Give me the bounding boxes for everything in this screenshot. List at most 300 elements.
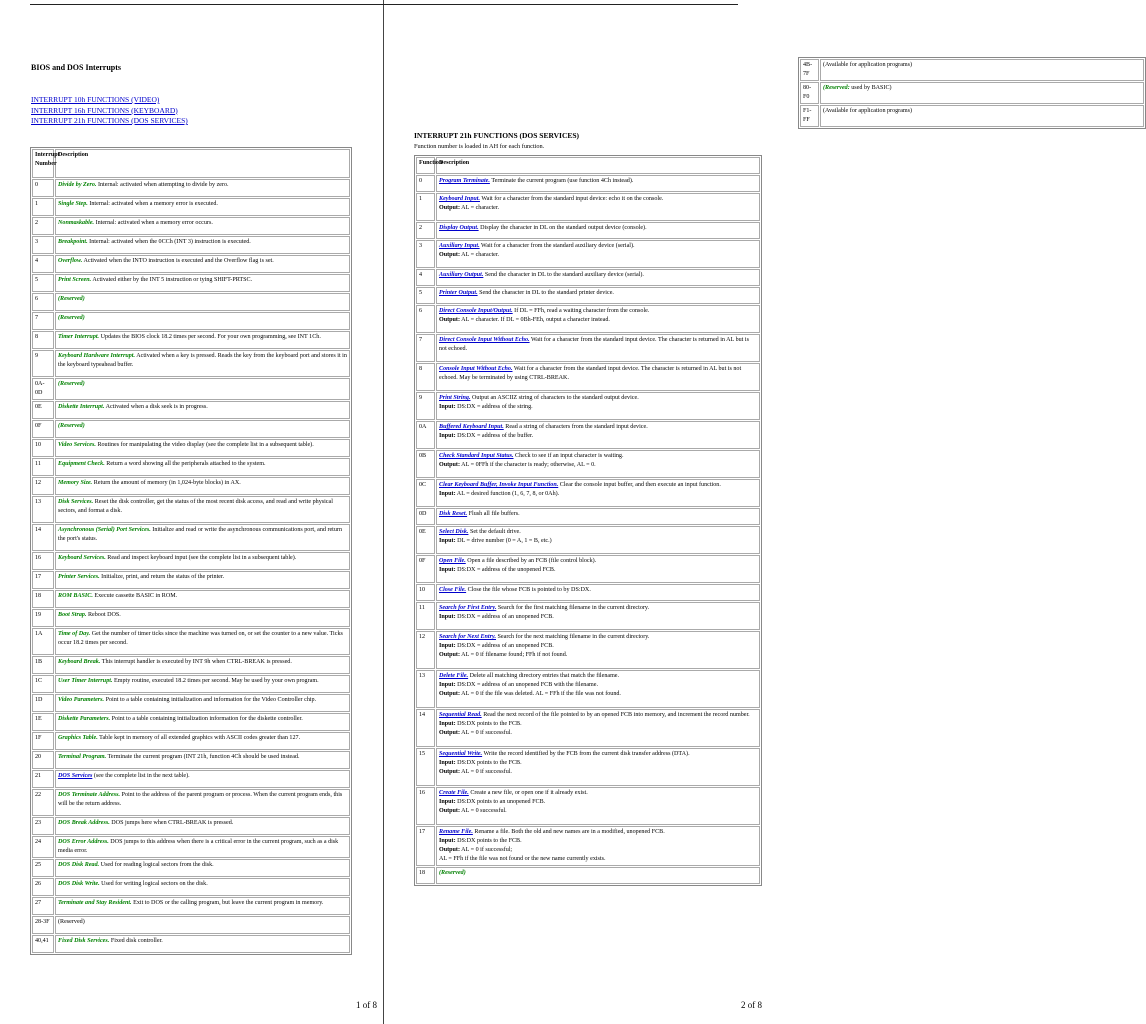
table-row	[416, 555, 760, 583]
function-description	[436, 421, 760, 449]
interrupt-name: Graphics Table.	[58, 735, 98, 741]
table-row	[416, 287, 760, 304]
interrupt-name: Nonmaskable.	[58, 220, 95, 226]
table-row	[32, 878, 350, 896]
interrupt-number: 22	[32, 789, 54, 816]
table-row	[32, 656, 350, 674]
interrupt-desc-text: Table kept in memory of all extended graphics with ASCII codes greater than 127.	[97, 735, 301, 741]
io-value: AL = FFh if the file was not found or the new name currently exists.	[439, 856, 606, 862]
table-row	[32, 350, 350, 377]
table-row	[32, 817, 350, 835]
interrupt-number: 1	[32, 198, 54, 216]
interrupt-name: Overflow.	[58, 258, 83, 264]
interrupt-number: 2	[32, 217, 54, 235]
interrupt-description	[55, 694, 350, 712]
interrupt-name: Divide by Zero.	[58, 182, 97, 188]
range-name: (Reserved:	[823, 85, 850, 91]
page-1	[0, 0, 384, 1024]
table-row	[32, 496, 350, 523]
interrupt-name: Time of Day.	[58, 631, 91, 637]
interrupt-name: Video Parameters.	[58, 697, 105, 703]
function-name[interactable]: Print String.	[439, 395, 471, 401]
interrupt-name: Printer Services.	[58, 574, 100, 580]
function-name[interactable]: Select Disk.	[439, 529, 469, 535]
interrupt-desc-text: This interrupt handler is executed by INT 9h when CTRL-BREAK is pressed.	[100, 659, 292, 665]
interrupt-number: 21	[32, 770, 54, 788]
function-number: 0	[416, 175, 435, 192]
function-number: 0F	[416, 555, 435, 583]
interrupt-description	[55, 236, 350, 254]
function-desc-text: Check to see if an input character is waiting.	[513, 453, 624, 459]
function-desc-text: Wait for a character from the standard input device. The character is returned in AL but is not echoed. May be terminated by using CTRL-BREAK.	[439, 366, 742, 381]
function-name[interactable]: Direct Console Input/Output.	[439, 308, 513, 314]
interrupt-description	[55, 817, 350, 835]
function-name[interactable]: Delete File.	[439, 673, 469, 679]
function-name[interactable]: Program Terminate.	[439, 178, 490, 184]
header-function: Function	[416, 157, 435, 174]
interrupt-name: DOS Disk Write.	[58, 881, 100, 887]
function-desc-text: Close the file whose FCB is pointed to by DS:DX.	[466, 587, 591, 593]
interrupt-description	[55, 496, 350, 523]
interrupt-description	[55, 350, 350, 377]
io-value: DL = drive number (0 = A, 1 = B, etc.)	[455, 538, 552, 544]
interrupt-name: Diskette Interrupt.	[58, 404, 105, 410]
interrupt-name[interactable]: DOS Services	[58, 773, 93, 779]
function-name[interactable]: Auxiliary Output.	[439, 272, 484, 278]
table-row	[32, 694, 350, 712]
io-label: Input:	[439, 433, 456, 439]
interrupt-desc-text: Activated when the INTO instruction is executed and the Overflow flag is set.	[82, 258, 274, 264]
function-desc-text: Read a string of characters from the standard input device.	[503, 424, 648, 430]
table-row	[32, 713, 350, 731]
table-row	[32, 217, 350, 235]
interrupt-name: DOS Break Address.	[58, 820, 110, 826]
function-name[interactable]: Sequential Write.	[439, 751, 483, 757]
table-row	[416, 240, 760, 268]
table-row	[32, 897, 350, 915]
table-row	[416, 421, 760, 449]
interrupt-desc-text: Get the number of timer ticks since the machine was turned on, or set the counter to a new value. Ticks occur 18.2 times per second.	[58, 631, 343, 646]
interrupt-desc-text: Reboot DOS.	[86, 612, 121, 618]
section-subtitle: Function number is loaded in AH for each function.	[414, 143, 545, 150]
interrupt-description	[55, 255, 350, 273]
io-label: Output:	[439, 769, 460, 775]
function-number: 0C	[416, 479, 435, 507]
table-row	[416, 508, 760, 525]
range-desc-text: used by BASIC)	[849, 85, 892, 91]
interrupt-description	[55, 312, 350, 330]
application-range-table	[798, 57, 1146, 129]
interrupt-number: 25	[32, 859, 54, 877]
interrupt-desc-text: Return a word showing all the peripherals attached to the system.	[104, 461, 266, 467]
interrupt-number: 1E	[32, 713, 54, 731]
interrupt-description	[55, 378, 350, 400]
function-number: 1	[416, 193, 435, 221]
link-int10h[interactable]: INTERRUPT 10h FUNCTIONS (VIDEO)	[31, 95, 160, 104]
function-desc-text: Display the character in DL on the standard output device (console).	[478, 225, 647, 231]
interrupt-description	[55, 789, 350, 816]
function-name[interactable]: Search for First Entry.	[439, 605, 497, 611]
function-description	[436, 450, 760, 478]
io-label: Input:	[439, 538, 456, 544]
table-row	[32, 916, 350, 934]
function-description	[436, 175, 760, 192]
interrupt-description	[55, 571, 350, 589]
function-number: 9	[416, 392, 435, 420]
range-number: 80-F0	[800, 82, 819, 104]
function-name[interactable]: Sequential Read.	[439, 712, 482, 718]
io-value: DS:DX points to the FCB.	[455, 760, 522, 766]
interrupt-desc-text: Internal: activated when a memory error is executed.	[87, 201, 218, 207]
interrupt-number: 16	[32, 552, 54, 570]
function-description	[436, 602, 760, 630]
function-desc-text: Wait for a character from the standard input device. The character is returned in AL but is not echoed.	[439, 337, 749, 352]
io-label: Input:	[439, 614, 456, 620]
interrupt-desc-text: Point to a table containing initialization information for the diskette controller.	[110, 716, 303, 722]
function-name[interactable]: Buffered Keyboard Input.	[439, 424, 504, 430]
range-description	[820, 59, 1144, 81]
interrupt-number: 9	[32, 350, 54, 377]
function-desc-text: Write the record identified by the FCB from the current disk transfer address (DTA).	[482, 751, 690, 757]
interrupt-number: 17	[32, 571, 54, 589]
interrupt-name: Keyboard Break.	[58, 659, 101, 665]
interrupt-name: ROM BASIC.	[58, 593, 93, 599]
function-number: 18	[416, 867, 435, 884]
table-row	[32, 590, 350, 608]
io-label: Output:	[439, 847, 460, 853]
io-label: Output:	[439, 808, 460, 814]
range-desc-text: (Available for application programs)	[823, 62, 913, 68]
function-description	[436, 193, 760, 221]
interrupt-number: 8	[32, 331, 54, 349]
interrupt-description	[55, 420, 350, 438]
interrupt-desc-text: Execute cassette BASIC in ROM.	[92, 593, 178, 599]
interrupt-desc-text: Point to the address of the parent program or process. When the current program ends, this will be the return address.	[58, 792, 343, 807]
function-description	[436, 748, 760, 786]
function-name[interactable]: Keyboard Input.	[439, 196, 480, 202]
interrupt-name: Asynchronous (Serial) Port Services.	[58, 527, 151, 533]
function-desc-text: Wait for a character from the standard input device: echo it on the console.	[479, 196, 664, 202]
io-label: Input:	[439, 760, 456, 766]
interrupt-name: Print Screen.	[58, 277, 92, 283]
interrupt-description	[55, 732, 350, 750]
table-row	[32, 401, 350, 419]
function-name[interactable]: Display Output.	[439, 225, 479, 231]
table-row	[416, 193, 760, 221]
interrupt-desc-text: Empty routine, executed 18.2 times per second. May be used by your own program.	[112, 678, 319, 684]
function-desc-text: Send the character in DL to the standard auxiliary device (serial).	[483, 272, 644, 278]
interrupt-desc-text: Return the amount of memory (in 1,024-byte blocks) in AX.	[92, 480, 241, 486]
io-label: Input:	[439, 643, 456, 649]
interrupt-description	[55, 331, 350, 349]
interrupt-description	[55, 609, 350, 627]
interrupt-description	[55, 916, 350, 934]
table-row	[416, 787, 760, 825]
interrupt-description	[55, 439, 350, 457]
function-desc-text: Create a new file, or open one if it already exist.	[468, 790, 588, 796]
function-description	[436, 222, 760, 239]
io-label: Output:	[439, 730, 460, 736]
interrupt-description	[55, 675, 350, 693]
interrupt-name: Keyboard Services.	[58, 555, 106, 561]
table-row	[32, 255, 350, 273]
table-row	[32, 628, 350, 655]
interrupt-desc-text: Read and inspect keyboard input (see the complete list in a subsequent table).	[105, 555, 297, 561]
page-number: 2 of 8	[741, 1000, 762, 1010]
table-row	[416, 709, 760, 747]
table-row	[32, 331, 350, 349]
io-value: AL = desired function (1, 6, 7, 8, or 0Ah).	[455, 491, 560, 497]
io-label: Output:	[439, 252, 460, 258]
interrupt-number: 3	[32, 236, 54, 254]
table-row	[416, 631, 760, 669]
table-row	[32, 236, 350, 254]
interrupt-number: 12	[32, 477, 54, 495]
interrupt-name: Boot Strap.	[58, 612, 87, 618]
interrupt-desc-text: Used for reading logical sectors from the disk.	[99, 862, 214, 868]
io-value: AL = character.	[460, 252, 500, 258]
interrupt-name: Video Services.	[58, 442, 96, 448]
interrupt-desc-text: (see the complete list in the next table).	[92, 773, 190, 779]
io-value: AL = 0 if successful;	[460, 847, 513, 853]
interrupt-description	[55, 713, 350, 731]
io-value: DS:DX = address of an unopened FCB.	[455, 643, 554, 649]
interrupt-description	[55, 401, 350, 419]
interrupt-description	[55, 458, 350, 476]
interrupt-desc-text: DOS jumps here when CTRL-BREAK is pressed.	[109, 820, 234, 826]
function-name[interactable]: Direct Console Input Without Echo.	[439, 337, 530, 343]
interrupt-desc-text: Internal: activated when attempting to divide by zero.	[96, 182, 229, 188]
function-description	[436, 334, 760, 362]
interrupt-name: Fixed Disk Services.	[58, 938, 110, 944]
function-description	[436, 363, 760, 391]
interrupt-desc-text: Updates the BIOS clock 18.2 times per second. For your own programming, see INT 1Ch.	[99, 334, 321, 340]
io-value: AL = 0 if successful.	[460, 730, 512, 736]
interrupt-desc-text: Activated either by the INT 5 instruction or tying SHIFT-PRTSC.	[91, 277, 253, 283]
table-row	[32, 439, 350, 457]
page-number: 1 of 8	[356, 1000, 377, 1010]
interrupt-desc-text: Internal: activated when the 0CCh (INT 3) instruction is executed.	[87, 239, 251, 245]
interrupt-name: (Reserved)	[58, 315, 85, 321]
interrupt-name: Memory Size.	[58, 480, 93, 486]
function-number: 0E	[416, 526, 435, 554]
io-label: Input:	[439, 682, 456, 688]
range-number: F1-FF	[800, 105, 819, 127]
table-row	[416, 392, 760, 420]
function-description	[436, 787, 760, 825]
function-desc-text: Read the next record of the file pointed to by an opened FCB into memory, and increment the record number.	[481, 712, 750, 718]
interrupt-number: 23	[32, 817, 54, 835]
io-value: DS:DX = address of the string.	[455, 404, 533, 410]
page-top-rule	[30, 4, 384, 5]
function-description	[436, 526, 760, 554]
interrupt-name: Breakpoint.	[58, 239, 88, 245]
table-row	[32, 524, 350, 551]
function-name[interactable]: Disk Reset.	[439, 511, 468, 517]
io-label: Input:	[439, 838, 456, 844]
function-description	[436, 709, 760, 747]
function-number: 0B	[416, 450, 435, 478]
function-name[interactable]: Create File.	[439, 790, 469, 796]
io-label: Output:	[439, 205, 460, 211]
interrupt-description	[55, 751, 350, 769]
function-description	[436, 555, 760, 583]
interrupt-number: 1C	[32, 675, 54, 693]
interrupt-desc-text: (Reserved)	[58, 919, 85, 925]
document-title: BIOS and DOS Interrupts	[31, 63, 122, 72]
function-desc-text: Send the character in DL to the standard printer device.	[477, 290, 614, 296]
table-row	[32, 198, 350, 216]
io-value: AL = 0 if filename found; FFh if not found.	[460, 652, 568, 658]
function-number: 5	[416, 287, 435, 304]
interrupt-number: 0	[32, 179, 54, 197]
function-name[interactable]: Printer Output.	[439, 290, 478, 296]
io-label: Input:	[439, 404, 456, 410]
io-value: DS:DX points to the FCB.	[455, 838, 522, 844]
function-number: 3	[416, 240, 435, 268]
io-label: Output:	[439, 317, 460, 323]
interrupt-description	[55, 552, 350, 570]
function-desc-text: If DL = FFh, read a waiting character from the console.	[512, 308, 650, 314]
interrupt-number: 0A-0D	[32, 378, 54, 400]
section-links	[31, 95, 188, 127]
interrupt-number: 18	[32, 590, 54, 608]
table-row	[416, 363, 760, 391]
table-row	[416, 867, 760, 884]
function-name[interactable]: Open File.	[439, 558, 466, 564]
io-value: DS:DX = address of an unopened FCB.	[455, 614, 554, 620]
io-value: AL = character. If DL = 0Bh-FEh, output a character instead.	[460, 317, 610, 323]
table-row	[32, 836, 350, 858]
interrupt-description	[55, 293, 350, 311]
io-value: DS:DX points to an unopened FCB.	[455, 799, 546, 805]
interrupt-desc-text: DOS jumps to this address when there is a critical error in the current program, such as a disk media error.	[58, 839, 339, 854]
io-label: Input:	[439, 799, 456, 805]
interrupt-number: 19	[32, 609, 54, 627]
function-number: 16	[416, 787, 435, 825]
io-label: Output:	[439, 652, 460, 658]
table-row	[32, 378, 350, 400]
table-row	[32, 420, 350, 438]
function-number: 15	[416, 748, 435, 786]
function-number: 11	[416, 602, 435, 630]
function-number: 0A	[416, 421, 435, 449]
table-row	[416, 269, 760, 286]
io-value: AL = character.	[460, 205, 500, 211]
io-label: Output:	[439, 462, 460, 468]
function-name[interactable]: Console Input Without Echo.	[439, 366, 513, 372]
function-number: 12	[416, 631, 435, 669]
table-row	[416, 584, 760, 601]
link-int16h[interactable]: INTERRUPT 16h FUNCTIONS (KEYBOARD)	[31, 105, 178, 115]
io-value: DS:DX = address of an unopened FCB with the filename.	[455, 682, 598, 688]
io-value: AL = 0 if successful.	[460, 769, 512, 775]
table-row	[416, 222, 760, 239]
interrupt-name: Disk Services.	[58, 499, 94, 505]
function-description	[436, 269, 760, 286]
interrupt-description	[55, 198, 350, 216]
interrupt-number: 0F	[32, 420, 54, 438]
table-row	[416, 479, 760, 507]
function-number: 10	[416, 584, 435, 601]
interrupt-number: 6	[32, 293, 54, 311]
range-description	[820, 82, 1144, 104]
interrupt-name: (Reserved)	[58, 296, 85, 302]
function-name[interactable]: Check Standard Input Status.	[439, 453, 514, 459]
interrupt-desc-text: Used for writing logical sectors on the disk.	[99, 881, 208, 887]
io-label: Output:	[439, 691, 460, 697]
function-description	[436, 584, 760, 601]
interrupt-number: 1B	[32, 656, 54, 674]
function-desc-text: Search for the next matching filename in the current directory.	[496, 634, 650, 640]
interrupt-name: Keyboard Hardware Interrupt.	[58, 353, 136, 359]
interrupt-name: Terminal Program.	[58, 754, 107, 760]
table-row	[800, 105, 1144, 127]
table-row	[800, 59, 1144, 81]
interrupt-number: 0E	[32, 401, 54, 419]
interrupt-description	[55, 217, 350, 235]
function-desc-text: Wait for a character from the standard auxiliary device (serial).	[479, 243, 635, 249]
table-row	[416, 175, 760, 192]
interrupt-description	[55, 656, 350, 674]
interrupt-desc-text: Reset the disk controller, get the status of the most recent disk access, and read and write physical sectors, and format a disk.	[58, 499, 333, 514]
interrupt-number: 7	[32, 312, 54, 330]
range-number: 4B-7F	[800, 59, 819, 81]
function-number: 13	[416, 670, 435, 708]
function-number: 14	[416, 709, 435, 747]
interrupt-description	[55, 628, 350, 655]
interrupt-number: 13	[32, 496, 54, 523]
interrupt-number: 10	[32, 439, 54, 457]
interrupt-number: 28-3F	[32, 916, 54, 934]
interrupt-name: DOS Disk Read.	[58, 862, 100, 868]
link-int21h[interactable]: INTERRUPT 21h FUNCTIONS (DOS SERVICES)	[31, 116, 188, 125]
function-name[interactable]: Clear Keyboard Buffer, Invoke Input Function.	[439, 482, 559, 488]
function-desc-text: Open a file described by an FCB (file control block).	[465, 558, 597, 564]
interrupt-name: (Reserved)	[58, 381, 85, 387]
table-row	[32, 312, 350, 330]
function-desc-text: Rename a file. Both the old and new names are in a modified, unopened FCB.	[472, 829, 665, 835]
table-row	[32, 935, 350, 953]
interrupt-name: User Timer Interrupt.	[58, 678, 113, 684]
table-row	[416, 334, 760, 362]
function-name[interactable]: Search for Next Entry.	[439, 634, 496, 640]
interrupt-number: 26	[32, 878, 54, 896]
function-name[interactable]: Rename File.	[439, 829, 473, 835]
table-row	[32, 751, 350, 769]
function-number: 4	[416, 269, 435, 286]
interrupt-description	[55, 770, 350, 788]
interrupt-description	[55, 274, 350, 292]
table-row	[32, 609, 350, 627]
interrupt-description	[55, 477, 350, 495]
function-name[interactable]: Auxiliary Input.	[439, 243, 480, 249]
interrupt-desc-text: Initialize and read or write the asynchronous communications port, and return the port's status.	[58, 527, 342, 542]
interrupt-name: DOS Terminate Address.	[58, 792, 121, 798]
function-number: 7	[416, 334, 435, 362]
io-label: Input:	[439, 491, 456, 497]
function-description	[436, 631, 760, 669]
table-row	[32, 293, 350, 311]
interrupt-number: 24	[32, 836, 54, 858]
interrupt-name: Diskette Parameters.	[58, 716, 111, 722]
function-description	[436, 867, 760, 884]
interrupt-number: 27	[32, 897, 54, 915]
function-desc-text: Flush all file buffers.	[467, 511, 520, 517]
function-description	[436, 240, 760, 268]
function-description	[436, 508, 760, 525]
function-name[interactable]: Close File.	[439, 587, 467, 593]
